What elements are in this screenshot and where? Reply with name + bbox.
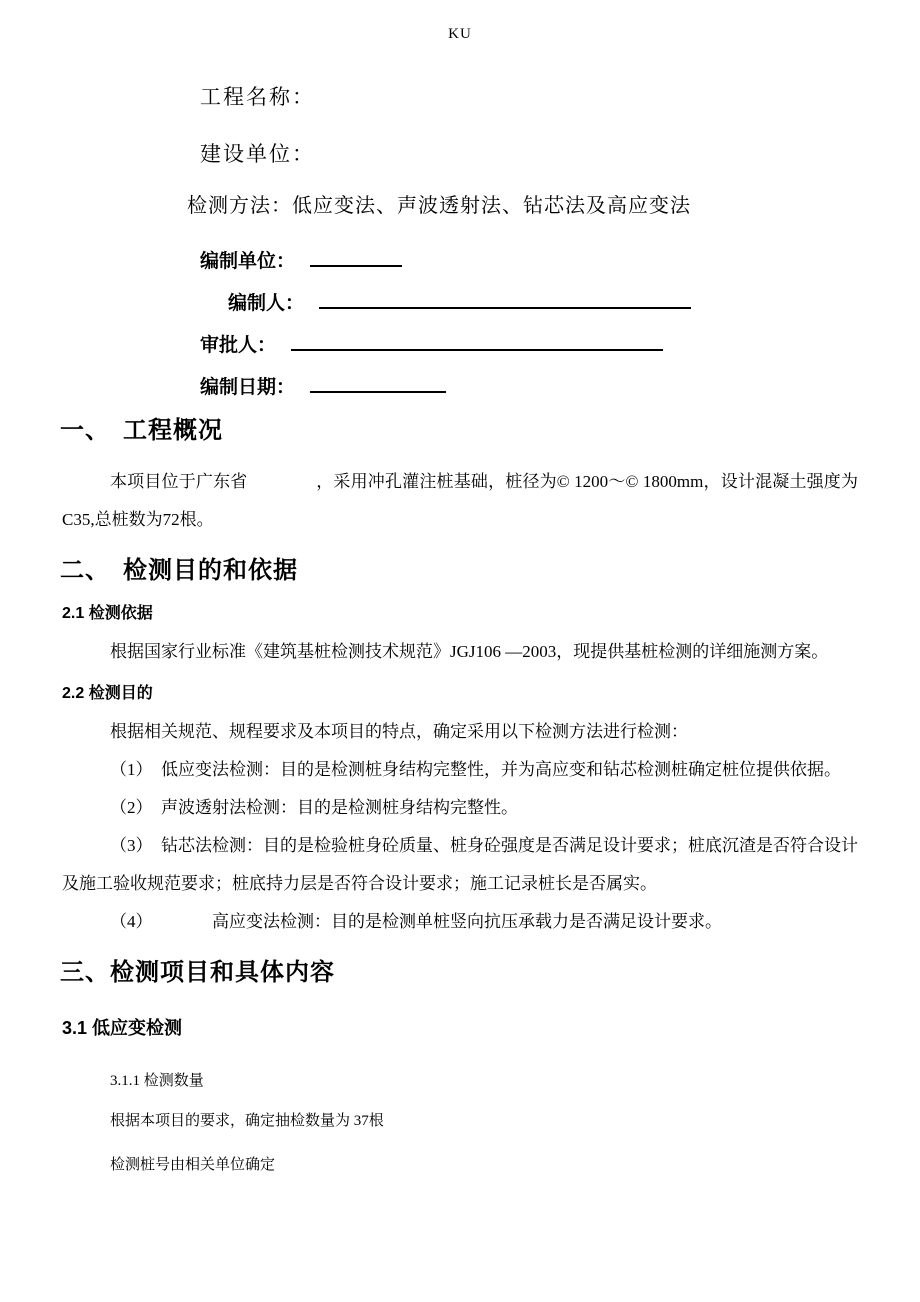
compiling-unit-label: 编制单位： — [200, 251, 296, 272]
method-item-high-strain: （4） 高应变法检测：目的是检测单桩竖向抗压承载力是否满足设计要求。 — [110, 912, 722, 931]
section1-paragraph: 本项目位于广东省 ，采用冲孔灌注桩基础，桩径为© 1200～© 1800mm，设计混凝土强度为C35,总桩数为72根。 — [62, 472, 858, 529]
section3-quantity-heading: 3.1.1 检测数量 — [110, 1073, 204, 1089]
field-compiler — [228, 288, 858, 315]
section2-sub2-intro: 根据相关规范、规程要求及本项目的特点，确定采用以下检测方法进行检测： — [110, 722, 688, 741]
compile-date-label: 编制日期： — [200, 377, 296, 398]
field-approver — [200, 330, 858, 357]
section2-sub1-heading: 2.1 检测依据 — [62, 605, 153, 622]
section3-pile-number-text: 检测桩号由相关单位确定 — [110, 1157, 276, 1173]
approver-blank-line[interactable] — [291, 330, 663, 351]
method-line: 检测方法：低应变法、声波透射法、钻芯法及高应变法 — [187, 195, 691, 217]
section2-sub2-heading: 2.2 检测目的 — [62, 685, 153, 702]
compiler-label: 编制人： — [228, 293, 305, 314]
method-item-core-drilling: （3） 钻芯法检测：目的是检验桩身砼质量、桩身砼强度是否满足设计要求；桩底沉渣是否符合设计及施工验收规范要求；桩底持力层是否符合设计要求；施工记录桩长是否属实。 — [62, 836, 858, 893]
compiler-blank-line[interactable] — [319, 288, 691, 309]
field-compile-date — [200, 372, 858, 399]
approver-label: 审批人： — [200, 335, 277, 356]
section2-heading: 二、 检测目的和依据 — [60, 557, 298, 584]
section2-sub1-paragraph: 根据国家行业标准《建筑基桩检测技术规范》JGJ106 —2003，现提供基桩检测的详细施测方案。 — [110, 642, 829, 661]
construction-unit-label: 建设单位： — [200, 142, 315, 166]
cover-fields — [200, 246, 858, 399]
section3-heading: 三、检测项目和具体内容 — [60, 959, 335, 986]
section3-quantity-text: 根据本项目的要求，确定抽检数量为 37根 — [110, 1113, 384, 1129]
page-header-text: KU — [448, 26, 472, 42]
compiling-unit-blank-line[interactable] — [310, 246, 402, 267]
field-compiling-unit — [200, 246, 858, 273]
method-item-low-strain: （1） 低应变法检测：目的是检测桩身结构完整性，并为高应变和钻芯检测桩确定桩位提供依据。 — [110, 760, 841, 779]
project-name-label: 工程名称： — [200, 85, 315, 109]
section3-sub1-heading: 3.1 低应变检测 — [62, 1018, 183, 1038]
compile-date-blank-line[interactable] — [310, 372, 446, 393]
section1-heading: 一、 工程概况 — [60, 417, 223, 444]
method-item-acoustic: （2） 声波透射法检测：目的是检测桩身结构完整性。 — [110, 798, 518, 817]
cover-block — [62, 81, 858, 399]
